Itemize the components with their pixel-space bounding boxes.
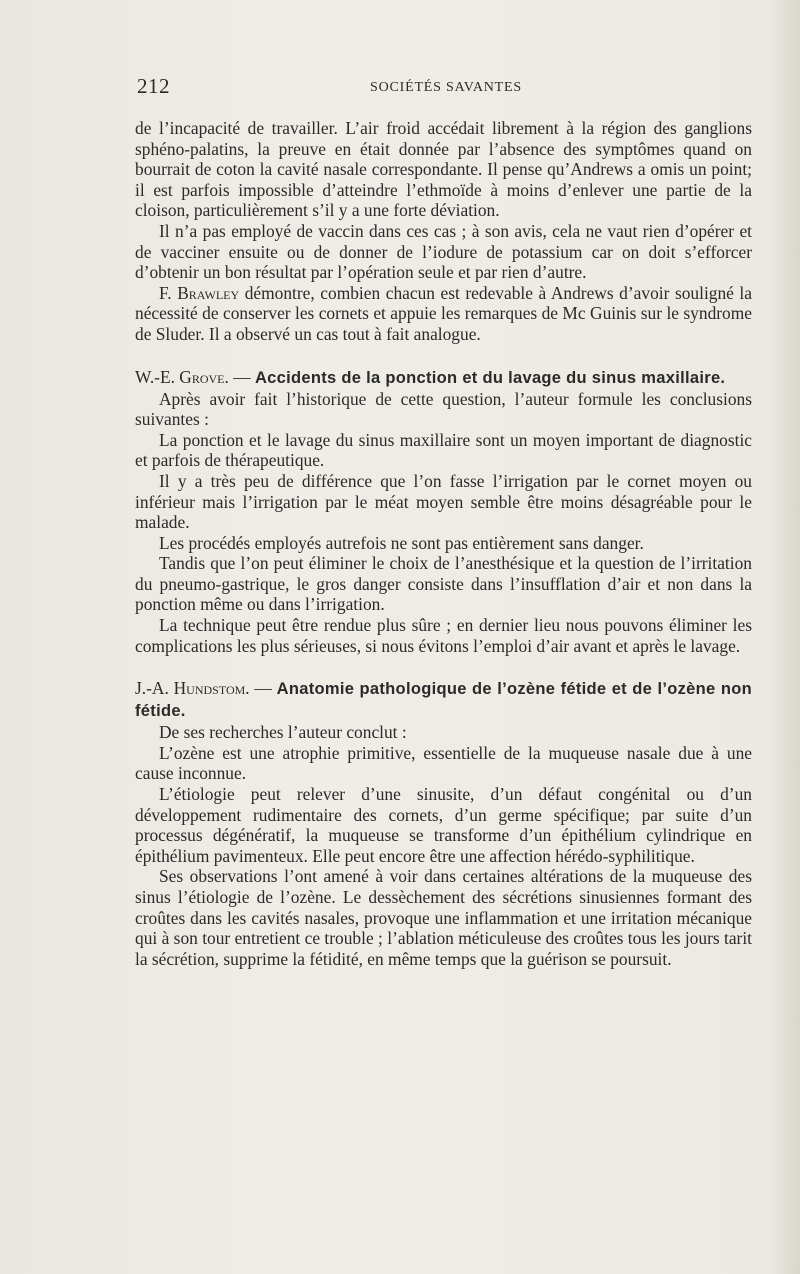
brawley-name: Brawley — [177, 282, 240, 303]
brawley-paragraph — [135, 283, 752, 345]
paragraph: La ponction et le lavage du sinus maxillaire sont un moyen important de diagnostic et parfois de thérapeutique. — [135, 429, 752, 471]
paragraph: Les procédés employés autrefois ne sont pas entièrement sans danger. — [159, 532, 644, 553]
heading-separator: . — — [224, 366, 255, 387]
article-title: Anatomie pathologique de l’ozène fétide et de l’ozène non fétide. — [135, 680, 752, 721]
brawley-initial: F. — [159, 282, 178, 303]
paragraph: Il y a très peu de différence que l’on fasse l’irrigation par le cornet moyen ou inférieur mais l’irrigation par le méat moyen semble être moins désagréable pour le malade. — [135, 470, 752, 533]
brawley-text: démontre, combien chacun est redevable à Andrews d’avoir souligné la nécessité de conserver les cornets et appuie les remarques de Mc Guinis sur le syndrome de Sluder. Il a observé un cas tout à fait analogue. — [135, 282, 752, 344]
paragraph: L’ozène est une atrophie primitive, essentielle de la muqueuse nasale due à une cause inconnue. — [135, 742, 752, 784]
article-heading — [135, 367, 752, 389]
page-header — [137, 74, 750, 100]
paragraph: de l’incapacité de travailler. L’air froid accédait librement à la région des ganglions sphéno-palatins, la preuve en était donnée par l’absence des symptômes quand on bourrait de coton la cavité nasale correspondante. Il pense qu’Andrews a omis un point; il est parfois impossible d’atteindre l’ethmoïde à moins d’enlever une partie de la cloison, particulièrement s’il y a une forte déviation. — [135, 118, 752, 221]
paragraph: Il n’a pas employé de vaccin dans ces cas ; à son avis, cela ne vaut rien d’opérer et de vacciner ensuite ou de donner de l’iodure de potassium car on doit s’efforcer d’obtenir un bon résultat par l’opération seule et par rien d’autre. — [135, 220, 752, 283]
paragraph: Ses observations l’ont amené à voir dans certaines altérations de la muqueuse des sinus l’étiologie de l’ozène. Le dessèchement des sécrétions sinusiennes formant des croûtes dans les cavités nasales, provoque une inflammation et une irritation mécanique qui à son tour entretient ce trouble ; l’ablation méticuleuse des croûtes tous les jours tarit la sécrétion, supprime la fétidité, en même temps que la guérison se poursuit. — [135, 866, 752, 969]
continuation-section — [135, 118, 752, 345]
author-initials: W.-E. — [135, 366, 180, 387]
author-initials: J.-A. — [135, 678, 174, 699]
paragraph: La technique peut être rendue plus sûre ; en dernier lieu nous pouvons éliminer les complications les plus sérieuses, si nous évitons l’emploi d’air avant et après le lavage. — [135, 615, 752, 656]
article-hundstom — [135, 678, 752, 969]
article-heading — [135, 678, 752, 722]
author-name: Hundstom — [173, 678, 246, 699]
author-name: Grove — [179, 366, 225, 387]
running-title: SOCIÉTÉS SAVANTES — [370, 80, 522, 95]
page-number: 212 — [137, 74, 170, 98]
paragraph: De ses recherches l’auteur conclut : — [159, 722, 407, 743]
paragraph: Tandis que l’on peut éliminer le choix de l’anesthésique et la question de l’irritation du pneumo-gastrique, le gros danger consiste dans l’insufflation d’air et non dans la ponction même ou dans l’irrigation. — [135, 553, 752, 615]
article-title: Accidents de la ponction et du lavage du sinus maxillaire. — [254, 368, 726, 387]
page-body — [135, 118, 752, 969]
article-grove — [135, 367, 752, 657]
paragraph: Après avoir fait l’historique de cette question, l’auteur formule les conclusions suivantes : — [135, 388, 752, 430]
paragraph: L’étiologie peut relever d’une sinusite, d’un défaut congénital ou d’un développement rudimentaire des cornets, d’un germe spécifique; par suite d’un processus dégénératif, la muqueuse se transforme d’un épithélium cylindrique en épithélium pavimenteux. Elle peut encore être une affection hérédo-syphilitique. — [135, 784, 752, 866]
heading-separator: . — — [245, 678, 277, 699]
